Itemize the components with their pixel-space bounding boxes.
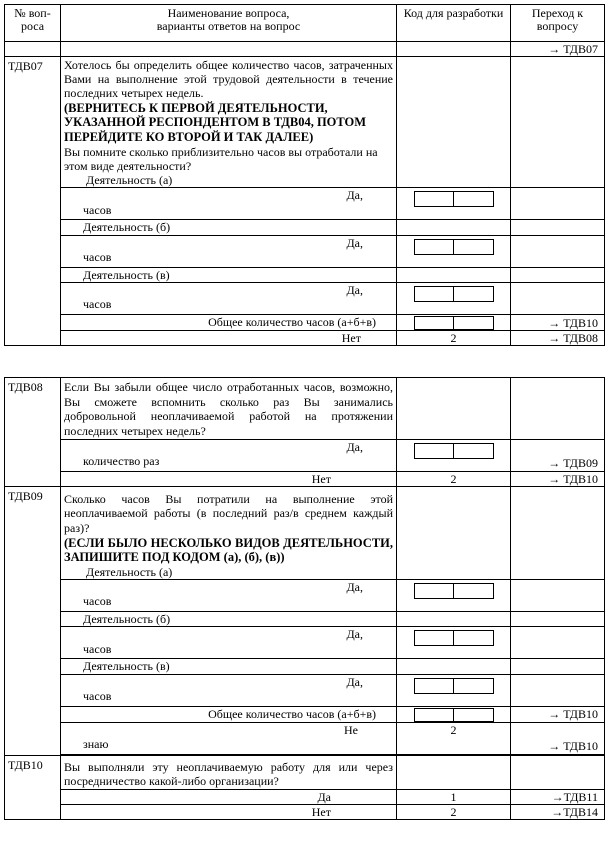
question-id: ТДВ10 [5, 755, 61, 820]
answer-dont-know-2: знаю [83, 736, 109, 751]
header-num: № воп-роса [5, 5, 61, 42]
table-row [5, 659, 605, 674]
activity-label: Деятельность (б) [61, 612, 397, 627]
table-row [5, 706, 605, 722]
code-input-box[interactable] [414, 678, 494, 694]
code-input-box[interactable] [414, 316, 494, 330]
table-row [5, 57, 605, 188]
table-row [5, 330, 605, 345]
questionnaire-table-part2 [4, 377, 605, 820]
code-input-box[interactable] [414, 191, 494, 207]
question-text: Хотелось бы определить общее количество часов, затраченных Вами на выполнение этой трудовой деятельности в течение последних четырех недель. [64, 58, 393, 101]
answer-yes: Да, [346, 188, 363, 203]
answer-yes: Да, [346, 235, 363, 250]
interviewer-instruction: (ЕСЛИ БЫЛО НЕСКОЛЬКО ВИДОВ ДЕЯТЕЛЬНОСТИ, ЗАПИШИТЕ ПОД КОДОМ (а), (б), (в)) [64, 535, 393, 565]
activity-label: Деятельность (а) [86, 565, 173, 580]
answer-hours: часов [83, 594, 112, 609]
table-row [5, 804, 605, 819]
activity-label: Деятельность (в) [61, 267, 397, 282]
answer-no: Нет [61, 471, 397, 486]
table-header [5, 5, 605, 42]
question-id: ТДВ07 [5, 57, 61, 346]
next-question: → ТДВ10 [511, 706, 605, 722]
question-id: ТДВ09 [5, 486, 61, 755]
table-row [5, 627, 605, 659]
answer-hours: часов [83, 688, 112, 703]
table-row [5, 220, 605, 235]
header-name-line2: варианты ответов на вопрос [156, 18, 301, 33]
next-question: → ТДВ08 [511, 330, 605, 345]
next-question: → ТДВ09 [511, 439, 605, 471]
answer-code: 2 [397, 471, 511, 486]
table-row [5, 267, 605, 282]
header-next: Переход к вопросу [511, 5, 605, 42]
answer-hours: часов [83, 249, 112, 264]
answer-yes: Да, [346, 282, 363, 297]
next-question: → ТДВ10 [511, 314, 605, 330]
questionnaire-table [4, 4, 605, 346]
next-question: → ТДВ10 [511, 471, 605, 486]
answer-yes: Да [61, 789, 397, 804]
answer-code: 1 [397, 789, 511, 804]
question-text: Если Вы забыли общее число отработанных часов, возможно, Вы сможете вспомнить сколько раз Вы занимались добровольной неоплачиваемой работой на протяжении последних четырех недель? [64, 380, 393, 438]
code-input-box[interactable] [414, 239, 494, 255]
table-row [5, 674, 605, 706]
question-text: Сколько часов Вы потратили на выполнение этой неоплачиваемой работы (в последний раз/в среднем каждый раз)? [64, 491, 393, 535]
answer-yes: Да, [346, 580, 363, 595]
table-row [5, 378, 605, 440]
answer-hours: часов [83, 641, 112, 656]
table-row [5, 42, 605, 57]
code-input-box[interactable] [414, 708, 494, 722]
answer-hours: часов [83, 202, 112, 217]
activity-label: Деятельность (а) [86, 173, 173, 188]
answer-yes: Да, [346, 674, 363, 689]
table-row [5, 235, 605, 267]
header-name [61, 5, 397, 42]
question-text: Вы выполняли эту неоплачиваемую работу для или через посредничество какой-либо организации? [64, 759, 393, 789]
question-id: ТДВ08 [5, 378, 61, 487]
next-question: → ТДВ07 [511, 42, 605, 57]
table-row [5, 486, 605, 580]
table-row [5, 580, 605, 612]
answer-code: 2 [397, 804, 511, 819]
next-question: →ТДВ14 [511, 804, 605, 819]
code-input-box[interactable] [414, 443, 494, 459]
header-code: Код для разработки [397, 5, 511, 42]
next-question: →ТДВ11 [511, 789, 605, 804]
answer-yes: Да, [346, 439, 363, 454]
table-row [5, 789, 605, 804]
table-row [5, 471, 605, 486]
total-hours-label: Общее количество часов (а+б+в) [61, 706, 397, 722]
total-hours-label: Общее количество часов (а+б+в) [61, 314, 397, 330]
table-row [5, 439, 605, 471]
activity-label: Деятельность (б) [61, 220, 397, 235]
code-input-box[interactable] [414, 286, 494, 302]
table-row [5, 188, 605, 220]
answer-code: 2 [397, 330, 511, 345]
answer-hours: часов [83, 296, 112, 311]
answer-no: Нет [61, 804, 397, 819]
code-input-box[interactable] [414, 630, 494, 646]
header-name-line1: Наименование вопроса, [167, 6, 290, 20]
table-row [5, 755, 605, 789]
answer-yes: Да, [346, 627, 363, 642]
answer-count: количество раз [83, 453, 160, 468]
table-row [5, 314, 605, 330]
activity-label: Деятельность (в) [61, 659, 397, 674]
answer-dont-know-1: Не [344, 722, 358, 737]
answer-no: Нет [61, 330, 397, 345]
table-row [5, 722, 605, 754]
question-text: Вы помните сколько приблизительно часов вы отработали на этом виде деятельности? [64, 144, 378, 174]
next-question: → ТДВ10 [511, 722, 605, 754]
code-input-box[interactable] [414, 583, 494, 599]
table-row [5, 282, 605, 314]
table-row [5, 612, 605, 627]
answer-code: 2 [397, 722, 511, 754]
interviewer-instruction: (ВЕРНИТЕСЬ К ПЕРВОЙ ДЕЯТЕЛЬНОСТИ, УКАЗАННОЙ РЕСПОНДЕНТОМ В ТДВ04, ПОТОМ ПЕРЕЙДИТЕ КО ВТОРОЙ И ТАК ДАЛЕЕ) [64, 100, 367, 145]
